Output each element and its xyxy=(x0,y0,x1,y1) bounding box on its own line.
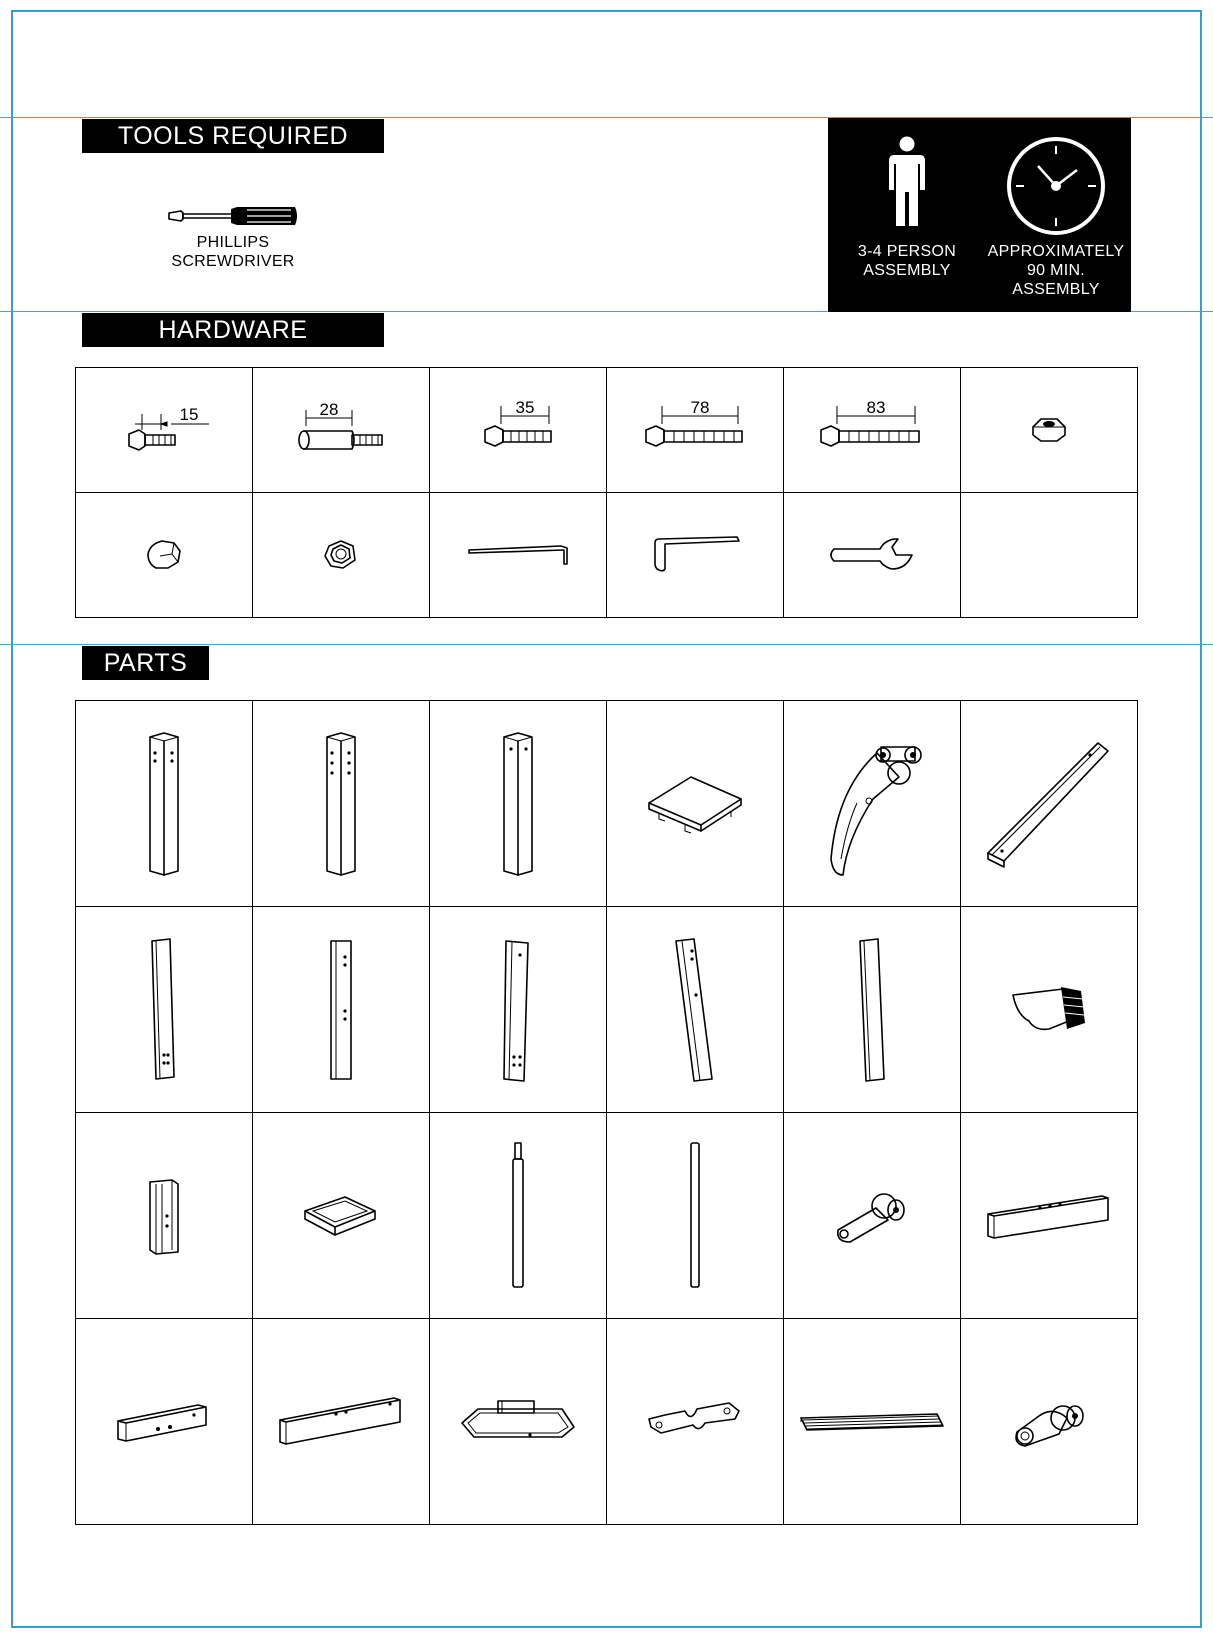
hardware-cell xyxy=(784,368,961,493)
hardware-cell-empty xyxy=(961,493,1138,618)
part-cell xyxy=(253,1113,430,1319)
hardware-cell xyxy=(430,493,607,618)
hex-nut-icon xyxy=(1029,415,1069,445)
clock-icon xyxy=(1006,136,1106,236)
curved-arm-part-icon xyxy=(817,729,927,879)
parts-row xyxy=(76,701,1138,907)
channel-rail-part-icon xyxy=(670,935,720,1085)
long-beam-part-icon xyxy=(276,1392,406,1452)
part-cell xyxy=(607,701,784,907)
part-cell xyxy=(76,1319,253,1525)
tool-label-line2: SCREWDRIVER xyxy=(171,253,295,270)
part-cell xyxy=(607,1113,784,1319)
hardware-cell xyxy=(607,368,784,493)
part-cell xyxy=(76,907,253,1113)
part-cell xyxy=(253,1319,430,1525)
top-plate-part-icon xyxy=(645,769,745,839)
part-cell xyxy=(76,1113,253,1319)
cap-nut-icon xyxy=(144,538,184,572)
hardware-row xyxy=(76,493,1138,618)
mounting-plate-part-icon xyxy=(645,1397,745,1447)
part-cell xyxy=(784,1113,961,1319)
part-cell xyxy=(784,907,961,1113)
hardware-size-label: 83 xyxy=(866,398,886,417)
divider-parts xyxy=(0,644,1213,645)
channel-rail-part-icon xyxy=(144,935,184,1085)
tool-phillips-screwdriver xyxy=(158,205,308,271)
parts-row xyxy=(76,1113,1138,1319)
tray-plate-part-icon xyxy=(458,1397,578,1447)
bolt-icon xyxy=(817,400,927,460)
person-info-line2: ASSEMBLY xyxy=(863,262,951,279)
connector-part-icon xyxy=(1009,985,1089,1035)
part-cell xyxy=(961,701,1138,907)
hardware-cell xyxy=(76,368,253,493)
time-info-line1: APPROXIMATELY xyxy=(987,243,1125,260)
channel-rail-part-icon xyxy=(852,935,892,1085)
channel-rail-part-icon xyxy=(498,935,538,1085)
hardware-section-title: HARDWARE xyxy=(82,313,384,347)
square-post-part-icon xyxy=(498,729,538,879)
bolt-icon xyxy=(109,400,219,460)
short-beam-part-icon xyxy=(114,1397,214,1447)
channel-rail-part-icon xyxy=(321,935,361,1085)
tools-section-title: TOOLS REQUIRED xyxy=(82,119,384,153)
part-cell xyxy=(607,1319,784,1525)
parts-row xyxy=(76,907,1138,1113)
wrench-icon xyxy=(822,535,922,575)
square-post-part-icon xyxy=(321,729,361,879)
long-allen-key-icon xyxy=(463,540,573,570)
cross-beam-part-icon xyxy=(984,1186,1114,1246)
part-cell xyxy=(253,701,430,907)
pivot-bracket-part-icon xyxy=(1009,1392,1089,1452)
lock-nut-icon xyxy=(321,538,361,572)
assembly-info-box xyxy=(828,118,1131,312)
part-cell xyxy=(76,701,253,907)
part-cell xyxy=(961,1113,1138,1319)
hardware-size-label: 15 xyxy=(179,405,199,424)
time-info-line2: 90 MIN. xyxy=(1026,262,1086,279)
rod-part-icon xyxy=(685,1141,705,1291)
bolt-icon xyxy=(463,400,573,460)
person-info-line1: 3-4 PERSON xyxy=(857,243,957,260)
part-cell xyxy=(430,701,607,907)
parts-grid xyxy=(75,700,1138,1525)
part-cell xyxy=(430,1319,607,1525)
pivot-link-part-icon xyxy=(832,1186,912,1246)
part-cell xyxy=(784,701,961,907)
hardware-size-label: 35 xyxy=(515,398,535,417)
time-info xyxy=(980,136,1132,299)
spacer-bolt-icon xyxy=(286,400,396,460)
part-cell xyxy=(607,907,784,1113)
hardware-cell xyxy=(784,493,961,618)
hardware-size-label: 78 xyxy=(690,398,710,417)
square-frame-part-icon xyxy=(301,1191,381,1241)
hardware-grid xyxy=(75,367,1138,618)
time-info-line3: ASSEMBLY xyxy=(1012,281,1100,298)
part-cell xyxy=(784,1319,961,1525)
hardware-size-label: 28 xyxy=(319,400,339,419)
square-post-part-icon xyxy=(144,729,184,879)
part-cell xyxy=(253,907,430,1113)
allen-key-icon xyxy=(645,535,745,575)
person-icon xyxy=(887,136,927,228)
part-cell xyxy=(961,907,1138,1113)
part-cell xyxy=(961,1319,1138,1525)
hardware-row xyxy=(76,368,1138,493)
hardware-cell xyxy=(253,368,430,493)
part-cell xyxy=(430,1113,607,1319)
hardware-cell xyxy=(430,368,607,493)
parts-section-title: PARTS xyxy=(82,646,209,680)
grill-grate-part-icon xyxy=(797,1402,947,1442)
tool-label-line1: PHILLIPS xyxy=(196,234,270,251)
bracket-sleeve-part-icon xyxy=(144,1176,184,1256)
screwdriver-icon xyxy=(167,205,299,227)
parts-row xyxy=(76,1319,1138,1525)
part-cell xyxy=(430,907,607,1113)
diagonal-rail-part-icon xyxy=(984,739,1114,869)
person-info xyxy=(842,136,972,280)
bolt-icon xyxy=(640,400,750,460)
hardware-cell xyxy=(607,493,784,618)
hardware-cell xyxy=(961,368,1138,493)
hardware-cell xyxy=(76,493,253,618)
hardware-cell xyxy=(253,493,430,618)
rod-part-icon xyxy=(508,1141,528,1291)
